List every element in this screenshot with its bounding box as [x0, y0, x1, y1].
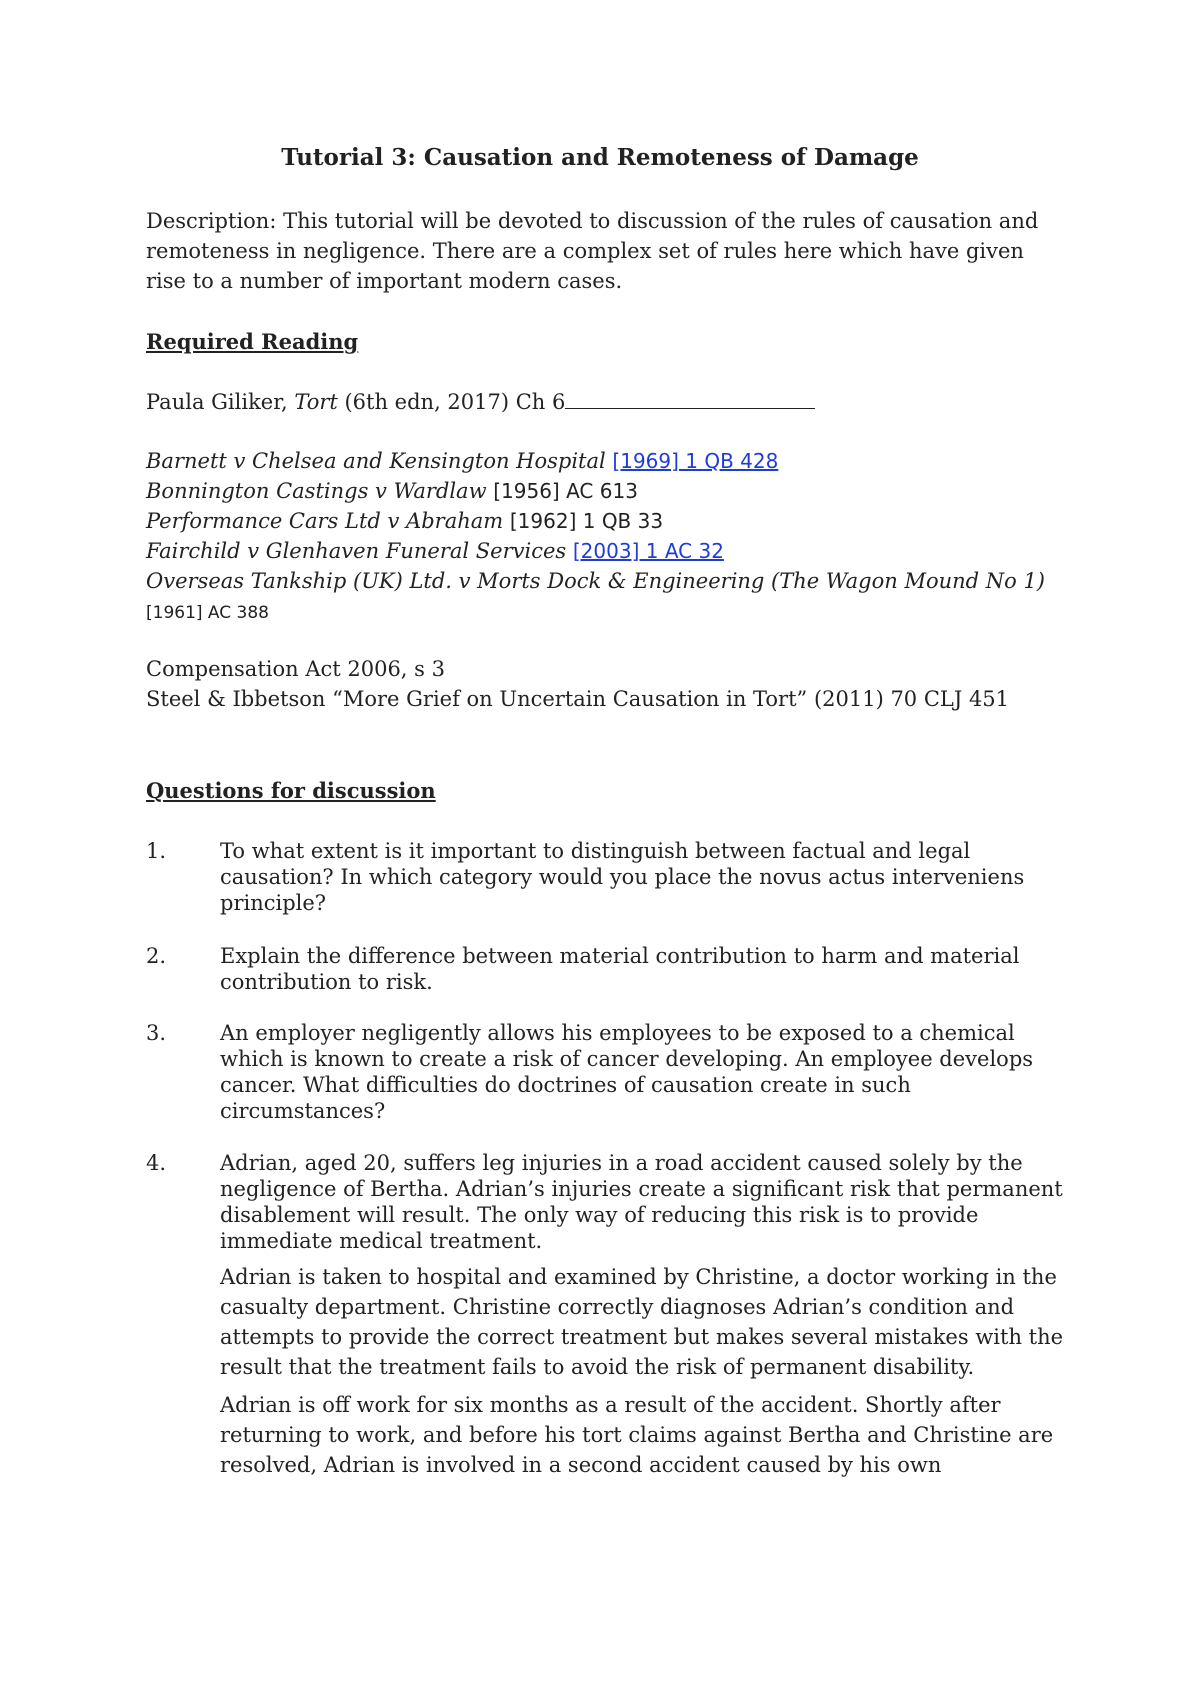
- case-citation-link[interactable]: [2003] 1 AC 32: [572, 539, 724, 563]
- textbook-edition: (6th edn, 2017) Ch 6: [337, 390, 566, 414]
- article-reference: Steel & Ibbetson “More Grief on Uncertain Causation in Tort” (2011) 70 CLJ 451: [146, 687, 1010, 711]
- further-reading: [146, 654, 1066, 714]
- case-item: [146, 476, 1066, 506]
- case-citation-link[interactable]: [1969] 1 QB 428: [612, 449, 779, 473]
- case-name: Performance Cars Ltd v Abraham: [146, 509, 504, 533]
- case-name: Fairchild v Glenhaven Funeral Services: [146, 539, 567, 563]
- case-citation: [1956] AC 613: [493, 479, 638, 503]
- statute-reference: Compensation Act 2006, s 3: [146, 657, 445, 681]
- textbook-reference: [146, 387, 1066, 417]
- case-item: [146, 536, 1066, 566]
- question-text: Adrian, aged 20, suffers leg injuries in a road accident caused solely by the negligence of Bertha. Adrian’s injuries create a significant risk that permanent disablement will result. The only way of reducing this risk is to provide immediate medical treatment.: [220, 1151, 1063, 1253]
- question-number: 4.: [146, 1151, 167, 1175]
- question-text: An employer negligently allows his employees to be exposed to a chemical which is known to create a risk of cancer developing. An employee develops cancer. What difficulties do doctrines of causation create in such circumstances?: [220, 1021, 1034, 1123]
- question-paragraph: Adrian is taken to hospital and examined by Christine, a doctor working in the casualty department. Christine correctly diagnoses Adrian’s condition and attempts to provide the correct treatment but makes several mistakes with the result that the treatment fails to avoid the risk of permanent disability.: [220, 1265, 1064, 1379]
- question-text: Explain the difference between material contribution to harm and material contribution to risk.: [220, 944, 1020, 994]
- case-item: [146, 446, 1066, 476]
- document-title: Tutorial 3: Causation and Remoteness of Damage: [281, 144, 919, 171]
- question-body: [220, 1150, 1076, 1480]
- question-number: 2.: [146, 944, 167, 968]
- case-name: Barnett v Chelsea and Kensington Hospital: [146, 449, 606, 473]
- question-paragraph: Adrian is off work for six months as a result of the accident. Shortly after returning to work, and before his tort claims against Bertha and Christine are resolved, Adrian is involved in a second accident caused by his own: [220, 1393, 1054, 1477]
- case-list: [146, 446, 1066, 628]
- case-name: Bonnington Castings v Wardlaw: [146, 479, 487, 503]
- description: Description: This tutorial will be devoted to discussion of the rules of causation and remoteness in negligence. There are a complex set of rules here which have given rise to a number of important modern cases.: [146, 209, 1039, 293]
- question-text: To what extent is it important to distinguish between factual and legal causation? In which category would you place the novus actus interveniens principle?: [220, 839, 1025, 915]
- blank-line: [565, 390, 815, 409]
- case-citation: [1962] 1 QB 33: [509, 509, 664, 533]
- case-name: Overseas Tankship (UK) Ltd. v Morts Dock & Engineering (The Wagon Mound No 1): [146, 569, 1046, 593]
- question-number: 3.: [146, 1021, 167, 1045]
- textbook-author: Paula Giliker,: [146, 390, 295, 414]
- case-item: [146, 566, 1066, 628]
- questions-heading: Questions for discussion: [146, 778, 436, 803]
- required-reading-heading: Required Reading: [146, 329, 359, 354]
- case-item: [146, 506, 1066, 536]
- textbook-title: Tort: [294, 390, 338, 414]
- case-citation: [1961] AC 388: [146, 603, 269, 623]
- question-number: 1.: [146, 839, 167, 863]
